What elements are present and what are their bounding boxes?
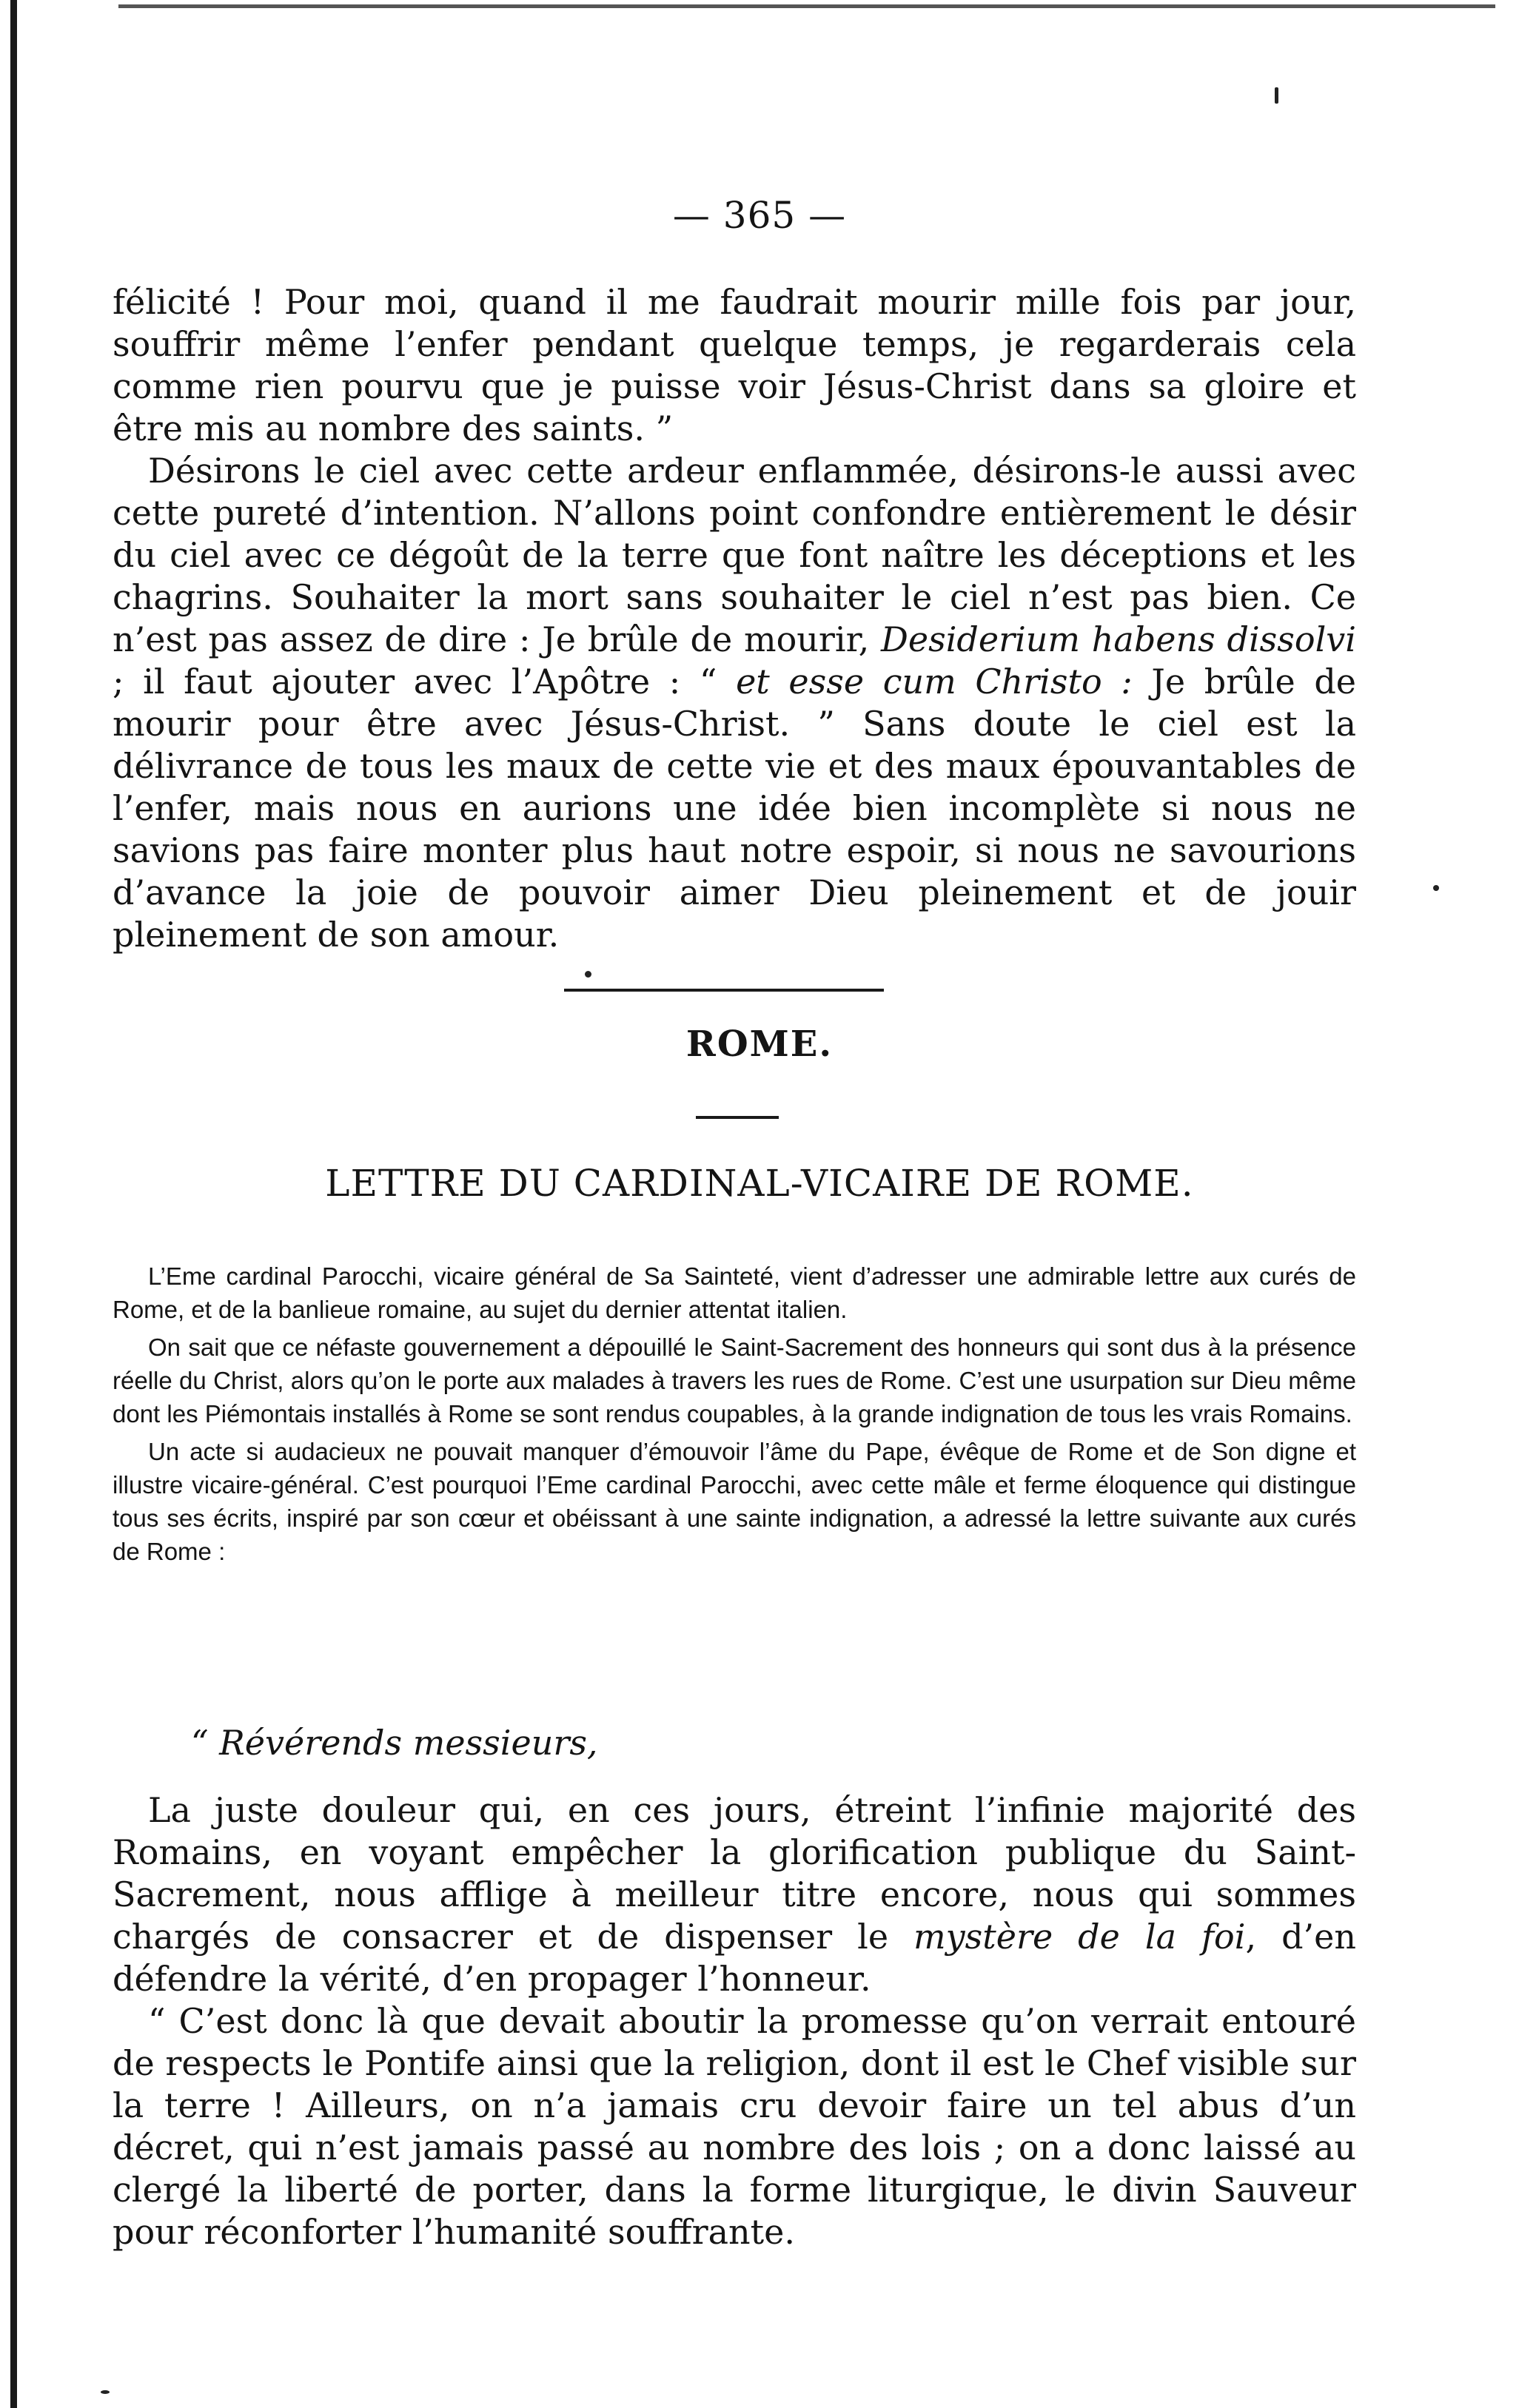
scan-speck (101, 2390, 110, 2394)
intro-text (113, 281, 1356, 956)
intro-paragraph-2-text: ; il faut ajouter avec l’Apôtre : “ (113, 662, 737, 702)
scan-speck (585, 971, 591, 978)
latin-quote-2: et esse cum Christo : (736, 662, 1133, 702)
latin-quote-1: Desiderium habens dissolvi (880, 619, 1357, 659)
scan-speck (1275, 87, 1278, 104)
summary-paragraph-1: L’Eme cardinal Parocchi, vicaire général de Sa Sainteté, vient d’adresser une admirable lettre aux curés de Rome, et de la banlieue romaine, au sujet du dernier attentat italien. (113, 1262, 1356, 1323)
letter-paragraph-1 (113, 1789, 1356, 2000)
title-divider (696, 1116, 779, 1119)
article-title: LETTRE DU CARDINAL-VICAIRE DE ROME. (325, 1162, 1194, 1205)
intro-paragraph-2-text: Désirons le ciel avec cette ardeur enflammée, désirons-le aussi avec cette pureté d’intention. N’allons point confondre entièrement le désir du ciel avec ce dégoût de la terre que font naître les déceptions et les chagrins. Souhaiter la mort sans souhaiter le ciel n’est pas bien. Ce n’est pas assez de dire : Je brûle de mourir, (113, 451, 1356, 659)
letter-text (113, 1789, 1356, 2253)
letter-emphasis: mystère de la foi (913, 1917, 1246, 1957)
letter-salutation: “ Révérends messieurs, (191, 1723, 598, 1763)
scan-border-top (118, 4, 1495, 8)
article-summary (113, 1260, 1356, 1573)
letter-paragraph-1-text: La juste douleur qui, en ces jours, étreint l’infinie majorité des Romains, en voyant empêcher la glorification publique du Saint-Sacrement, nous afflige à meilleur titre encore, nous qui sommes chargés de consacrer et de dispenser le (113, 1790, 1356, 1957)
section-title: ROME. (685, 1023, 834, 1065)
section-divider (564, 989, 884, 992)
summary-paragraph-3: Un acte si audacieux ne pouvait manquer d’émouvoir l’âme du Pape, évêque de Rome et de Son digne et illustre vicaire-général. C’est pourquoi l’Eme cardinal Parocchi, avec cette mâle et ferme éloquence qui distingue tous ses écrits, inspiré par son cœur et obéissant à une sainte indignation, a adressé la lettre suivante aux curés de Rome : (113, 1438, 1356, 1565)
letter-paragraph-2: “ C’est donc là que devait aboutir la promesse qu’on verrait entouré de respects le Pontife ainsi que la religion, dont il est le Chef visible sur la terre ! Ailleurs, on n’a jamais cru devoir faire un tel abus d’un décret, qui n’est jamais passé au nombre des lois ; on a donc laissé au clergé la liberté de porter, dans la forme liturgique, le divin Sauveur pour réconforter l’humanité souffrante. (113, 2001, 1356, 2252)
summary-paragraph-2: On sait que ce néfaste gouvernement a dépouillé le Saint-Sacrement des honneurs qui sont dus à la présence réelle du Christ, alors qu’on le porte aux malades à travers les rues de Rome. C’est une usurpation sur Dieu même dont les Piémontais installés à Rome se sont rendus coupables, à la grande indignation de tous les vrais Romains. (113, 1334, 1356, 1427)
letter-paragraph-1-text: , d’en défendre la vérité, d’en propager l’honneur. (113, 1917, 1356, 1999)
intro-paragraph-2 (113, 450, 1356, 956)
scan-speck (1433, 885, 1439, 891)
intro-paragraph-2-text: Je brûle de mourir pour être avec Jésus-Christ. ” Sans doute le ciel est la délivrance de tous les maux de cette vie et des maux épouvantables de l’enfer, mais nous en aurions une idée bien incomplète si nous ne savions pas faire monter plus haut notre espoir, si nous ne savourions d’avance la joie de pouvoir aimer Dieu pleinement et de jouir pleinement de son amour. (113, 662, 1357, 955)
page-number: — 365 — (672, 194, 847, 237)
intro-paragraph-1: félicité ! Pour moi, quand il me faudrait mourir mille fois par jour, souffrir même l’enfer pendant quelque temps, je regarderais cela comme rien pourvu que je puisse voir Jésus-Christ dans sa gloire et être mis au nombre des saints. ” (113, 282, 1356, 448)
